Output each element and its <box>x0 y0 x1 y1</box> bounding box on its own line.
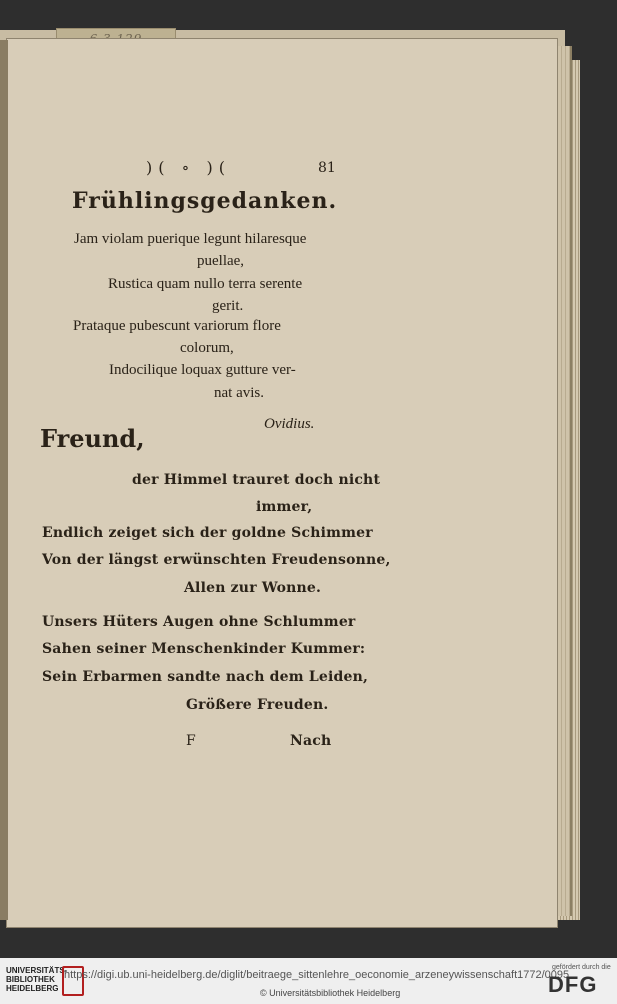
epigraph-line: Indocilique loquax gutture ver- <box>109 362 296 378</box>
verse-line: Allen zur Wonne. <box>184 580 322 596</box>
logo-line: BIBLIOTHEK <box>6 975 55 984</box>
epigraph-line: nat avis. <box>214 385 264 401</box>
page-number: 81 <box>318 160 336 176</box>
funding-caption: gefördert durch die <box>552 964 611 971</box>
verse-line: Endlich zeiget sich der goldne Schimmer <box>42 525 373 541</box>
binding-edge <box>0 40 8 920</box>
verse-line: Sein Erbarmen sandte nach dem Leiden, <box>42 669 369 685</box>
epigraph-line: Rustica quam nullo terra serente <box>108 276 303 292</box>
logo-line: UNIVERSITÄTS- <box>6 966 68 975</box>
verse-line: Sahen seiner Menschenkinder Kummer: <box>42 641 366 657</box>
header-ornament: )( ∘ )( <box>146 158 231 177</box>
verse-line: der Himmel trauret doch nicht <box>132 472 381 488</box>
signature-mark: F <box>186 733 196 749</box>
copyright-text: © Universitätsbibliothek Heidelberg <box>260 988 401 998</box>
drop-word: Freund, <box>40 424 145 453</box>
epigraph-line: colorum, <box>180 340 234 356</box>
footer-bar <box>0 958 617 1004</box>
dfg-logo: DFG <box>548 972 598 997</box>
epigraph-line: Jam violam puerique legunt hilaresque <box>74 231 307 247</box>
verse-line: Unsers Hüters Augen ohne Schlummer <box>42 614 356 630</box>
epigraph-line: puellae, <box>197 253 245 269</box>
epigraph-line: Prataque pubescunt variorum flore <box>73 318 281 334</box>
permalink-link[interactable]: https://digi.ub.uni-heidelberg.de/diglit/beitraege_sittenlehre_oeconomie_arzeneywissenschaft1772/0095 <box>64 969 570 981</box>
verse-line: Von der längst erwünschten Freudensonne, <box>42 552 391 568</box>
verse-line: Größere Freuden. <box>186 697 329 713</box>
epigraph-author: Ovidius. <box>264 416 315 432</box>
poem-title: Frühlingsgedanken. <box>72 188 338 214</box>
catchword: Nach <box>290 733 332 749</box>
library-logo <box>6 966 67 993</box>
epigraph-line: gerit. <box>212 298 244 314</box>
verse-line: immer, <box>256 499 313 515</box>
logo-line: HEIDELBERG <box>6 984 59 993</box>
